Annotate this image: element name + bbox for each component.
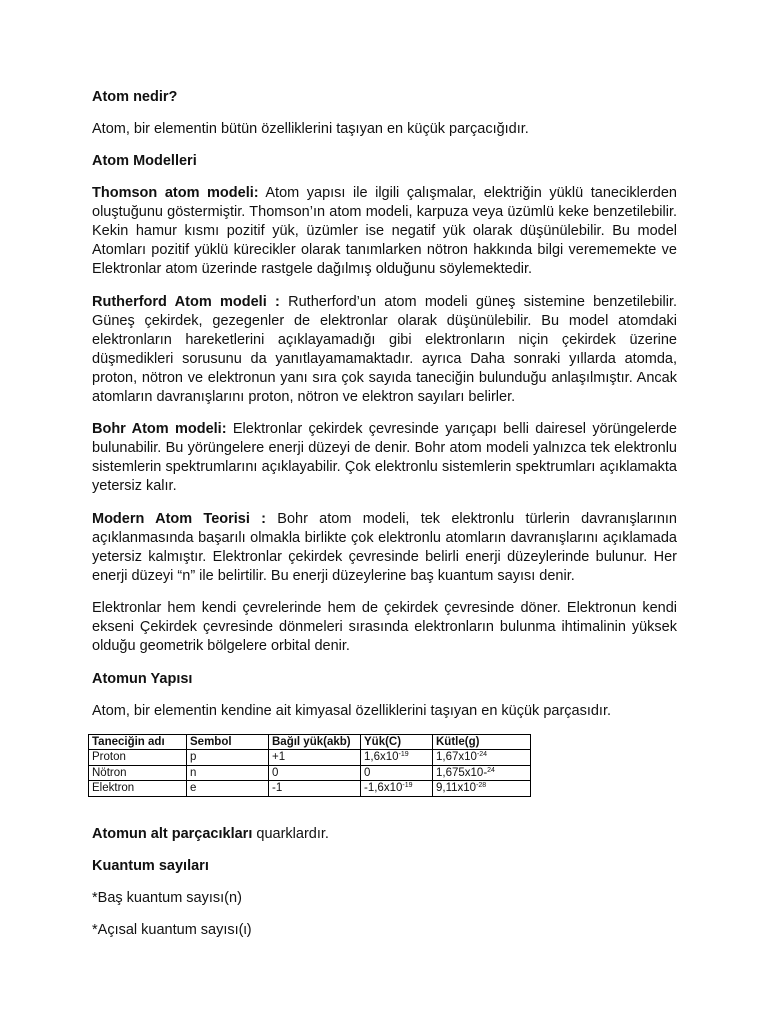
thomson-text: Atom yapısı ile ilgili çalışmalar, elektriğin yüklü taneciklerden oluştuğunu göstermiştir. Thomson’ın atom modeli, karpuza veya üzümlü keke benzetilebilir. Kekin hamur kısmı pozitif yük, üzümler ise negatif yük olarak düşünülebilir. Bu model Atomları pozitif yüklü kürecikler olarak tanımlarken nötron hakkında bilgi verememekte ve Elektronlar atom üzerinde rastgele dağılmış olduğunu söylemektedir. (92, 185, 677, 277)
heading-atom-modelleri: Atom Modelleri (92, 153, 197, 169)
rutherford-label: Rutherford Atom modeli : (92, 293, 280, 310)
modern-label: Modern Atom Teorisi : (92, 510, 266, 527)
table-cell: Proton (89, 750, 187, 766)
table-header-cell: Yük(C) (361, 734, 433, 750)
table-cell (361, 781, 433, 797)
table-cell: Elektron (89, 781, 187, 797)
mass-exponent: -24 (476, 751, 488, 759)
bohr-paragraph (92, 420, 677, 496)
table-header-cell: Kütle(g) (433, 734, 531, 750)
table-row (89, 765, 531, 781)
table-cell: e (187, 781, 269, 797)
modern-paragraph (92, 510, 677, 586)
table-cell (433, 765, 531, 781)
table-cell: 0 (269, 765, 361, 781)
quark-line (92, 825, 677, 844)
table-cell: +1 (269, 750, 361, 766)
quark-text: quarklardır. (252, 825, 329, 842)
document-page (92, 88, 677, 953)
charge-base: -1,6x10 (364, 782, 403, 795)
heading-atom-nedir: Atom nedir? (92, 89, 178, 105)
mass-base: 1,675x10- (436, 766, 488, 779)
table-cell (433, 750, 531, 766)
rutherford-paragraph (92, 293, 677, 407)
mass-exponent: -28 (476, 782, 487, 790)
table-row (89, 781, 531, 797)
mass-base: 1,67x10 (436, 751, 477, 764)
table-cell: Nötron (89, 765, 187, 781)
table-cell: n (187, 765, 269, 781)
table-cell: -1 (269, 781, 361, 797)
heading-atomun-yapisi: Atomun Yapısı (92, 670, 193, 687)
quantum-item: *Baş kuantum sayısı(n) (92, 889, 242, 906)
table-cell (361, 765, 433, 781)
mass-exponent: 24 (487, 766, 495, 774)
bohr-label: Bohr Atom modeli: (92, 421, 227, 437)
table-header-cell: Bağıl yük(akb) (269, 734, 361, 750)
rutherford-text: Rutherford’un atom modeli güneş sistemine benzetilebilir. Güneş çekirdek, gezegenler de elektronlar olarak düşünülebilir. Bu model atomdaki elektronların hareketlerini açıklayamadığı gibi elektronların niçin çekirdek üzerine düşmedikleri sorusunu da yanıtlayamamaktadır. ayrıca Daha sonraki yıllarda atomda, proton, nötron ve elektronun yanı sıra çok sayıda taneciğin bulunduğu anlaşılmıştır. Ancak atomların davranışlarını proton, nötron ve elektron sayıları belirler. (92, 293, 677, 405)
atom-definition: Atom, bir elementin bütün özelliklerini taşıyan en küçük parçacığıdır. (92, 121, 529, 137)
heading-kuantum-sayilari: Kuantum sayıları (92, 857, 209, 874)
particle-table (88, 734, 531, 797)
table-header-cell: Sembol (187, 734, 269, 750)
table-cell (361, 750, 433, 766)
bohr-text: Elektronlar çekirdek çevresinde yarıçapı belli dairesel yörüngelerde bulunabilir. Bu yörüngelere enerji düzeyi de denir. Bohr atom modeli yalnızca tek elektronlu sistemlerin spektrumlarını açıklayabilir. Çok elektronlu sistemlerin spektrumları açıklamakta yetersiz kalır. (92, 421, 677, 494)
charge-exponent: -19 (402, 782, 413, 790)
charge-base: 1,6x10 (364, 751, 399, 764)
charge-base: 0 (364, 766, 371, 779)
quantum-item: *Açısal kuantum sayısı(ι) (92, 921, 252, 938)
modern-text: Bohr atom modeli, tek elektronlu türlerin davranışlarının açıklanmasında başarılı olmakla birlikte çok elektronlu atomların davranışlarını açıklamada yetersiz kalmıştır. Elektronlar çekirdek çevresinde belirli enerji düzeylerinde bulunur. Her enerji düzeyi “n” ile belirtilir. Bu enerji düzeylerine baş kuantum sayısı denir. (92, 510, 677, 584)
table-cell: p (187, 750, 269, 766)
quark-label: Atomun alt parçacıkları (92, 825, 253, 842)
table-header-row (89, 734, 531, 750)
charge-exponent: -19 (398, 751, 409, 759)
thomson-label: Thomson atom modeli: (92, 185, 259, 201)
table-row (89, 750, 531, 766)
thomson-paragraph (92, 184, 677, 279)
table-header-cell: Taneciğin adı (89, 734, 187, 750)
structure-definition: Atom, bir elementin kendine ait kimyasal özelliklerini taşıyan en küçük parçasıdır. (92, 702, 612, 719)
orbital-paragraph: Elektronlar hem kendi çevrelerinde hem de çekirdek çevresinde döner. Elektronun kendi ekseni Çekirdek çevresinde dönmeleri sırasında elektronların bulunma ihtimalinin yüksek olduğu geometrik bölgelere orbital denir. (92, 600, 677, 654)
table-cell (433, 781, 531, 797)
mass-base: 9,11x10 (436, 782, 477, 795)
